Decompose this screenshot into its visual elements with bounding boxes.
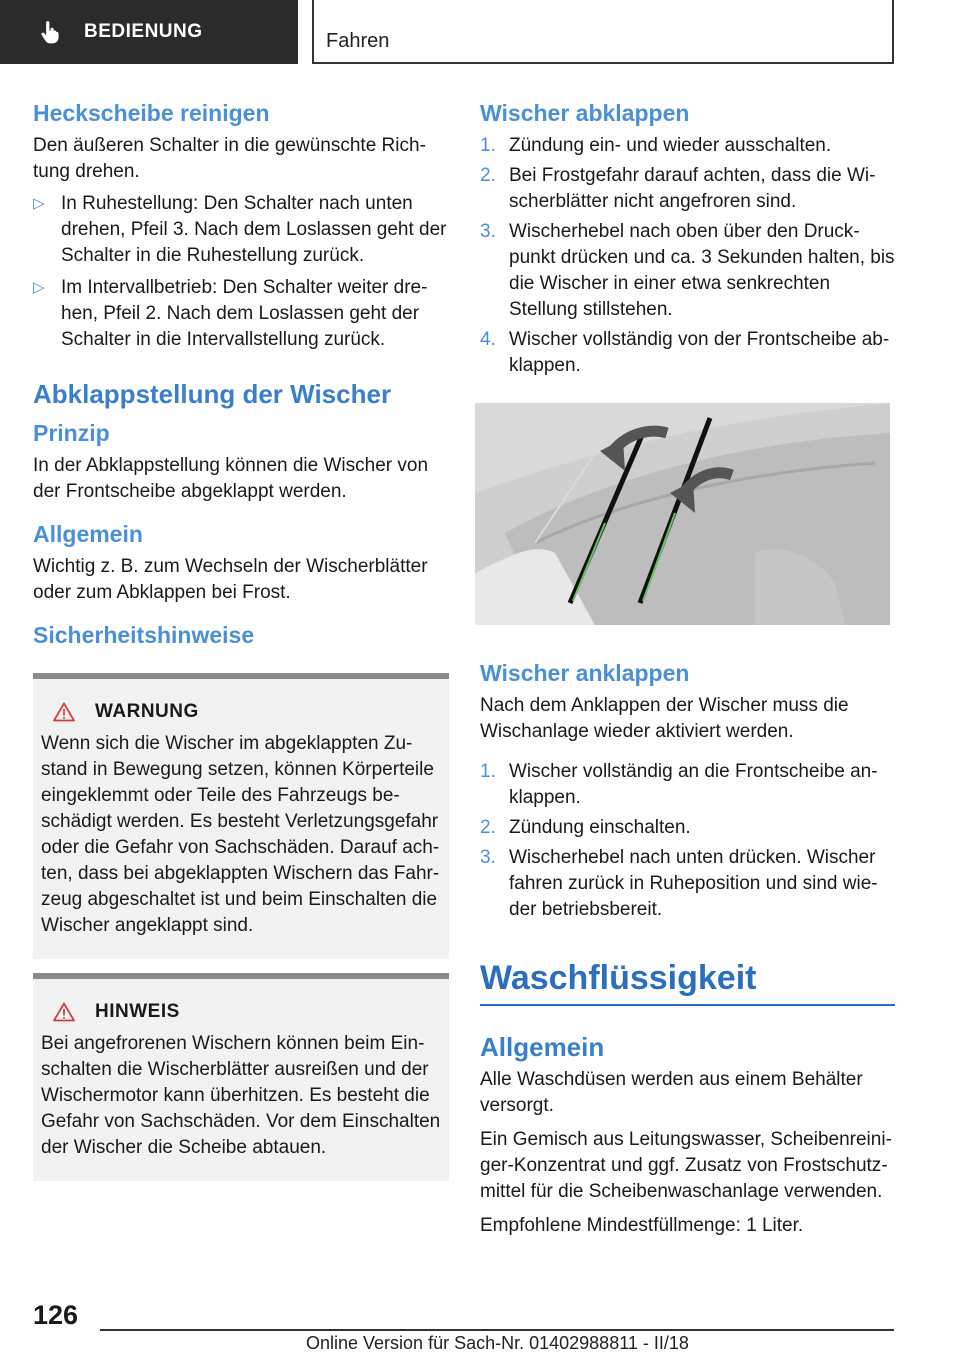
wiper-illustration <box>475 403 890 625</box>
step-number: 4. <box>480 329 496 350</box>
step-text: Wischerhebel nach oben über den Druckpunkt drücken und ca. 3 Sekunden halten, bis die Wischer in einer etwa senkrechten Stellung stillstehen. <box>509 221 895 320</box>
list-item <box>480 759 895 811</box>
list-item <box>33 191 449 269</box>
bullet-text: Im Intervallbetrieb: Den Schalter weiter drehen, Pfeil 2. Nach dem Loslassen geht der Schalter in die Intervallstellung zurück. <box>61 277 428 350</box>
footer-text: Online Version für Sach-Nr. 01402988811 - II/18 <box>306 1333 689 1353</box>
wasch-text-3: Empfohlene Mindestfüllmenge: 1 Liter. <box>480 1215 804 1236</box>
anklappen-intro: Nach dem Anklappen der Wischer muss die Wischanlage wieder aktiviert werden. <box>480 695 849 742</box>
step-text: Bei Frostgefahr darauf achten, dass die Wischerblätter nicht angefroren sind. <box>509 165 876 212</box>
right-column <box>480 100 895 1239</box>
step-text: Zündung einschalten. <box>509 817 691 838</box>
heading-sicherheitshinweise: Sicherheitshinweise <box>33 622 255 648</box>
footer-divider <box>100 1329 894 1331</box>
warning-title: WARNUNG <box>95 701 199 722</box>
step-number: 1. <box>480 135 496 156</box>
page-number: 126 <box>33 1300 79 1330</box>
wasch-text-1: Alle Waschdüsen werden aus einem Behälter versorgt. <box>480 1069 863 1116</box>
hinweis-text: Bei angefrorenen Wischern können beim Einschalten die Wischerblätter ausreißen und der Wischermotor kann überhitzen. Es besteht die Gefahr von Sachschäden. Vor dem Einschalten der Wischer die Scheibe abtauen. <box>41 1033 441 1158</box>
waschfluessigkeit-header <box>480 959 895 1006</box>
anklappen-steps <box>480 759 895 923</box>
step-number: 3. <box>480 847 496 868</box>
heading-waschfluessigkeit: Waschflüssigkeit <box>480 959 757 997</box>
list-item <box>480 133 895 159</box>
wasch-text-2: Ein Gemisch aus Leitungswasser, Scheibenreiniger-Konzentrat und ggf. Zusatz von Frostschutzmittel für die Scheibenwaschanlage verwenden. <box>480 1129 892 1202</box>
heading-wischer-anklappen: Wischer anklappen <box>480 660 690 686</box>
step-number: 2. <box>480 817 496 838</box>
warning-box <box>33 673 449 959</box>
hinweis-title-row <box>53 1001 441 1023</box>
chapter-label: Fahren <box>326 30 390 52</box>
step-number: 2. <box>480 165 496 186</box>
heck-bullet-list <box>33 191 449 353</box>
heading-allgemein: Allgemein <box>33 521 143 547</box>
hinweis-box <box>33 973 449 1181</box>
triangle-bullet-icon: ▷ <box>33 279 45 296</box>
heading-heckscheibe: Heckscheibe reinigen <box>33 100 270 126</box>
step-number: 3. <box>480 221 496 242</box>
heading-allgemein-wasch: Allgemein <box>480 1032 605 1062</box>
warning-triangle-icon <box>53 702 75 722</box>
prinzip-text: In der Abklappstellung können die Wischer von der Frontscheibe abgeklappt werden. <box>33 455 429 502</box>
heading-wischer-abklappen: Wischer abklappen <box>480 100 690 126</box>
heading-abklappstellung: Abklappstellung der Wischer <box>33 379 392 409</box>
triangle-bullet-icon: ▷ <box>33 195 45 212</box>
abklappen-steps <box>480 133 895 379</box>
list-item <box>480 327 895 379</box>
step-text: Wischerhebel nach unten drücken. Wischer fahren zurück in Ruheposition und sind wieder betriebsbereit. <box>509 847 878 920</box>
step-text: Wischer vollständig an die Frontscheibe anklappen. <box>509 761 878 808</box>
warning-title-row <box>53 701 441 723</box>
heck-intro: Den äußeren Schalter in die gewünschte Richtung drehen. <box>33 135 426 182</box>
section-tab <box>0 0 298 64</box>
heading-prinzip: Prinzip <box>33 420 110 446</box>
step-text: Wischer vollständig von der Frontscheibe abklappen. <box>509 329 890 376</box>
left-column <box>33 100 449 1181</box>
hand-pointer-icon <box>38 19 64 45</box>
chapter-box <box>312 0 894 64</box>
warning-text: Wenn sich die Wischer im abgeklappten Zustand in Bewegung setzen, können Körperteile eingeklemmt oder Teile des Fahrzeugs beschädigt werden. Es besteht Verletzungsgefahr oder die Gefahr von Sachschäden. Darauf achten, dass bei abgeklappten Wischern das Fahrzeug abgeschaltet ist und beim Einschalten die Wischer angeklappt sind. <box>41 733 440 936</box>
list-item <box>480 219 895 323</box>
list-item <box>480 815 895 841</box>
step-text: Zündung ein- und wieder ausschalten. <box>509 135 832 156</box>
section-label: BEDIENUNG <box>84 21 203 42</box>
bullet-text: In Ruhestellung: Den Schalter nach unten drehen, Pfeil 3. Nach dem Loslassen geht der Schalter in die Ruhestellung zurück. <box>61 193 447 266</box>
hinweis-title: HINWEIS <box>95 1001 180 1022</box>
step-number: 1. <box>480 761 496 782</box>
page-header <box>0 0 960 66</box>
list-item <box>480 163 895 215</box>
allgemein-text: Wichtig z. B. zum Wechseln der Wischerblätter oder zum Abklappen bei Frost. <box>33 556 428 603</box>
list-item <box>33 275 449 353</box>
list-item <box>480 845 895 923</box>
warning-triangle-icon <box>53 1002 75 1022</box>
